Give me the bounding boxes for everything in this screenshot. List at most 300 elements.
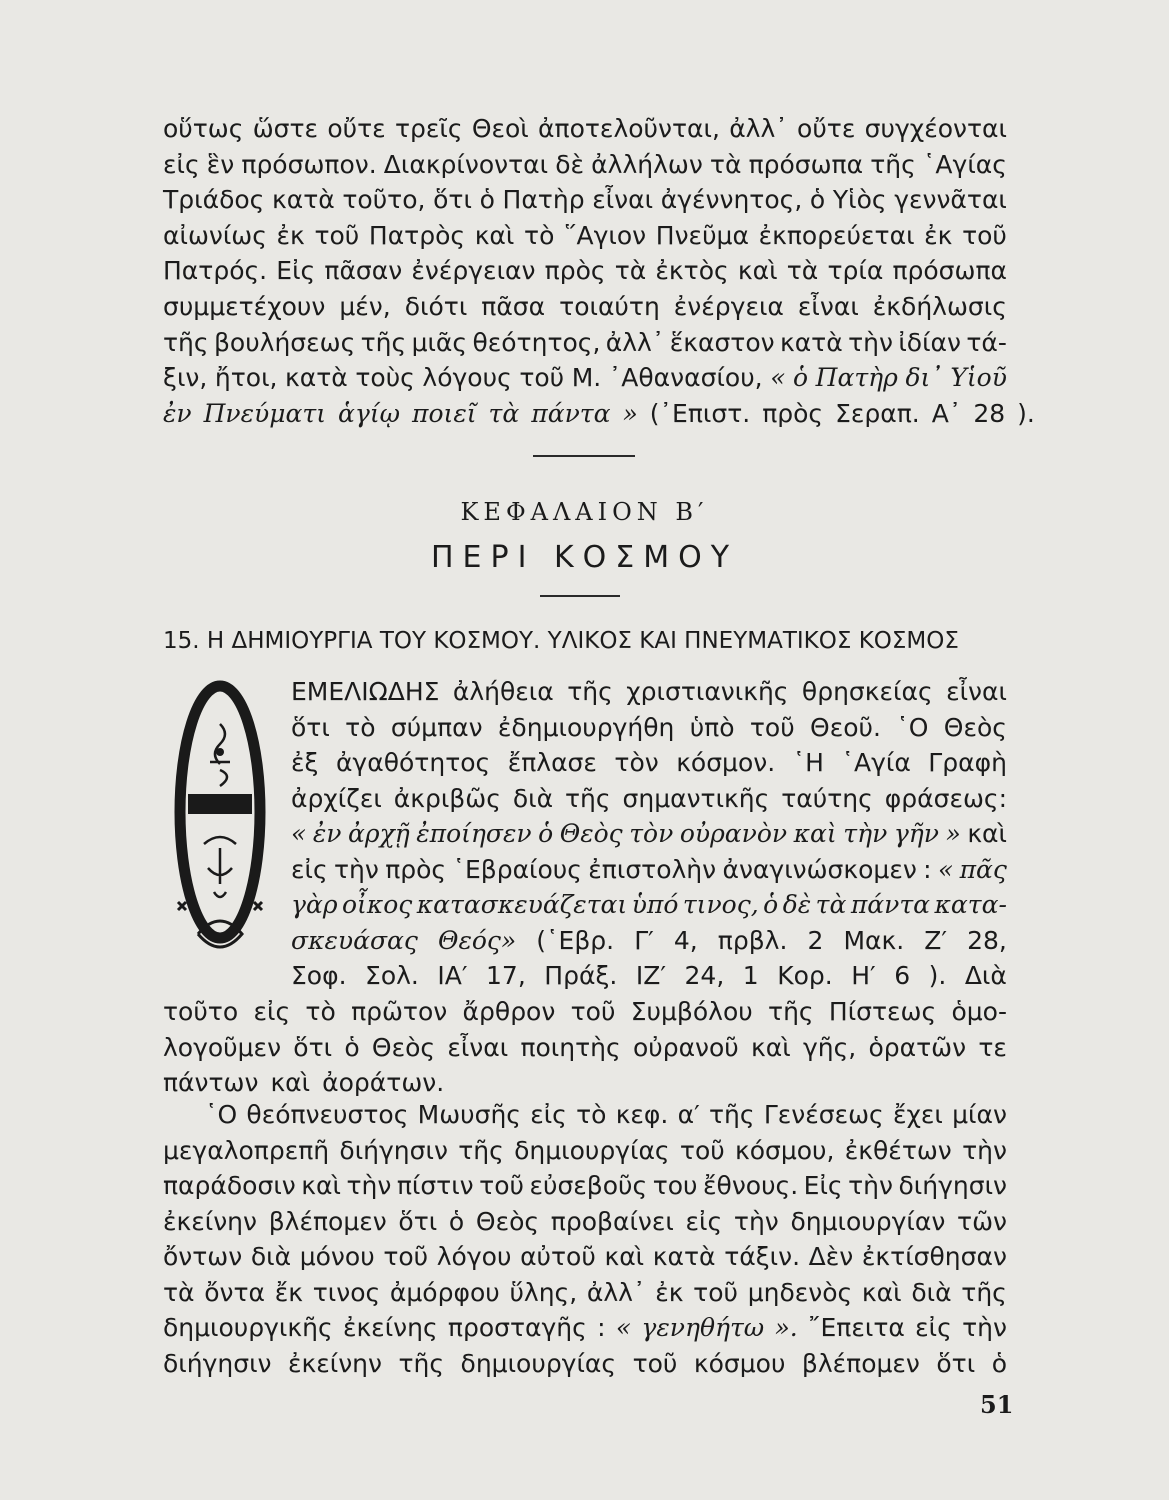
- word: ῎Επειτα: [808, 1313, 905, 1342]
- word: πᾶς: [959, 854, 1007, 884]
- word: ἀναγινώσκομεν: [722, 854, 917, 884]
- word: πρὸς: [544, 256, 606, 286]
- word: θεόπνευστος: [246, 1100, 409, 1129]
- text-line: [163, 219, 1007, 253]
- word: τά-: [966, 327, 1007, 357]
- word: ἐποίησεν: [416, 819, 532, 848]
- word: ὁ: [991, 1348, 1007, 1378]
- word: τοῦ: [749, 712, 795, 742]
- text-line: [291, 746, 1007, 780]
- word: ῾Ο: [205, 1100, 238, 1129]
- word: ἐνέργειαν: [411, 256, 536, 286]
- word: ὑπό: [631, 890, 679, 919]
- text-line: [163, 995, 1007, 1029]
- word: τοῦ: [679, 1135, 725, 1165]
- word: Συμβόλου: [630, 997, 753, 1026]
- word: Θεός»: [437, 925, 517, 955]
- word: συμμετέχουν: [163, 292, 326, 321]
- word: τοῦ: [570, 997, 616, 1026]
- text-line: [291, 888, 1007, 922]
- word: ῾Ο: [896, 712, 929, 742]
- word: τὴν: [848, 327, 893, 357]
- word: τοῦ: [962, 220, 1007, 250]
- word: τρία: [827, 256, 884, 286]
- text-line: [291, 924, 1007, 958]
- word: ὄντων: [163, 1242, 243, 1271]
- word: «: [770, 363, 786, 393]
- word: τῆς: [163, 327, 209, 357]
- word: ἐκδήλωσις: [872, 292, 1007, 321]
- word: ὑπὸ: [689, 712, 735, 742]
- word: Α᾽: [931, 398, 962, 428]
- word: ὁ: [448, 1206, 465, 1236]
- word: ἀοράτων.: [322, 1068, 445, 1097]
- word: δημιουργικῆς: [163, 1313, 333, 1342]
- word: εἰς: [915, 1313, 952, 1342]
- word: δημιουργίαν: [790, 1206, 946, 1236]
- word: ΙΑ′: [437, 961, 468, 990]
- word: Μ.: [571, 363, 602, 393]
- word: ἀλλ᾽: [586, 1277, 646, 1307]
- word: ὅτι: [398, 1206, 438, 1236]
- word: καὶ: [793, 819, 837, 848]
- divider-rule-bottom: [540, 595, 620, 597]
- word: τινος,: [682, 890, 759, 919]
- word: ῞Αγιον: [564, 220, 647, 250]
- word: ΕΜΕΛΙΩΔΗΣ: [291, 677, 440, 706]
- word: τοῦ: [632, 1348, 678, 1378]
- word: τὴν: [848, 1171, 893, 1200]
- word: ἔθνους.: [703, 1171, 799, 1200]
- word: μηδενὸς: [747, 1277, 853, 1307]
- word: ὁ: [344, 1032, 360, 1062]
- word: ξιν,: [163, 363, 208, 393]
- word: Μακ.: [843, 925, 905, 955]
- word: συγχέονται: [864, 114, 1007, 143]
- word: 1: [742, 961, 759, 990]
- word: Ζ′: [924, 925, 948, 955]
- word: τὰ: [488, 398, 520, 428]
- text-line: [163, 1031, 1007, 1065]
- word: διήγησιν: [898, 1171, 1007, 1200]
- text-line: [291, 711, 1007, 745]
- word: μεγαλοπρεπῆ: [163, 1135, 330, 1165]
- word: ἀμόρφου: [389, 1277, 500, 1307]
- word: πρὸς: [762, 398, 824, 428]
- word: ποιητὴς: [520, 1032, 621, 1062]
- word: ἐκτὸς: [655, 256, 729, 286]
- word: κόσμου,: [734, 1135, 835, 1165]
- word: γῆς,: [802, 1032, 857, 1062]
- word: τῆς: [458, 1135, 504, 1165]
- word: ἐνέργεια: [673, 292, 784, 321]
- word: εἰς: [163, 149, 200, 179]
- word: ἀλλήλων: [591, 149, 703, 179]
- text-line: [163, 397, 1035, 431]
- word: ).: [928, 961, 947, 990]
- word: δι᾽: [905, 363, 943, 393]
- word: κατὰ: [285, 363, 348, 393]
- word: 2: [807, 925, 824, 955]
- word: ἀγαθότητος: [335, 748, 491, 777]
- word: λογοῦμεν: [163, 1032, 282, 1062]
- word: Σεραπ.: [835, 398, 920, 428]
- word: ταύτης: [781, 783, 873, 813]
- word: Τριάδος: [163, 185, 265, 215]
- word: του: [652, 1171, 698, 1200]
- word: ὁμο-: [951, 997, 1007, 1026]
- word: τὴν: [843, 819, 888, 848]
- word: πρόσωπον.: [241, 149, 377, 179]
- word: ὁ: [809, 185, 826, 215]
- word: Υἱὸς: [832, 185, 887, 215]
- word: ἀλλ᾽: [729, 114, 788, 143]
- word: (῾Εβρ.: [536, 925, 615, 955]
- word: ἐκείνην: [163, 1206, 257, 1236]
- word: Πράξ.: [544, 961, 618, 990]
- word: ἐπιστολὴν: [588, 854, 717, 884]
- word: ἓν: [206, 149, 235, 179]
- word: ὥστε: [252, 114, 319, 143]
- word: ἐκτίσθησαν: [861, 1242, 1007, 1271]
- word: τῶν: [957, 1206, 1007, 1236]
- word: Κορ.: [777, 961, 833, 990]
- text-line: [291, 959, 1007, 993]
- word: τοῦτο,: [342, 185, 426, 215]
- word: λόγου: [436, 1242, 512, 1271]
- page-number: 51: [980, 1390, 1014, 1419]
- word: βουλήσεως: [213, 327, 356, 357]
- word: Γ′: [634, 925, 654, 955]
- word: εὐσεβοῦς: [529, 1171, 648, 1200]
- word: γὰρ: [291, 890, 338, 919]
- word: δημιουργίας: [514, 1135, 670, 1165]
- word: πρόσωπα: [892, 256, 1007, 286]
- word: ὅτι: [291, 712, 330, 742]
- word: ὁρατῶν: [868, 1032, 967, 1062]
- text-line: [163, 290, 1007, 324]
- word: μέν,: [339, 292, 391, 321]
- word: τὰ: [786, 256, 819, 286]
- word: ὕλης,: [509, 1277, 578, 1307]
- word: τὸν: [629, 819, 674, 848]
- word: ἤτοι,: [214, 363, 278, 393]
- word: κατὰ: [779, 327, 843, 357]
- chapter-label: ΚΕΦΑΛΑΙΟΝ Β′: [460, 498, 709, 526]
- word: ἄρθρον: [462, 997, 556, 1026]
- text-line: [163, 1347, 1007, 1381]
- word: ὅτι: [936, 1348, 976, 1378]
- word: καὶ: [967, 819, 1007, 848]
- word: 28: [973, 398, 1006, 428]
- word: ἀρχίζει: [291, 783, 382, 813]
- word: «: [937, 854, 954, 884]
- text-line: [205, 1098, 1007, 1132]
- word: ὄντα: [204, 1277, 266, 1307]
- word: Υἱοῦ: [950, 363, 1007, 393]
- word: τοῦτο: [163, 997, 239, 1026]
- text-line: [163, 1066, 1007, 1100]
- word: σημαντικῆς: [622, 783, 770, 813]
- word: τῆς: [768, 997, 814, 1026]
- word: ὅτι: [433, 185, 472, 215]
- word: κεφ.: [615, 1100, 669, 1129]
- word: τάξιν.: [724, 1242, 801, 1271]
- word: ἀρχῇ: [347, 819, 410, 848]
- word: πάντα: [850, 890, 931, 919]
- word: α′: [677, 1100, 700, 1129]
- word: εἶναι: [447, 1032, 509, 1062]
- word: ἐν: [163, 398, 192, 428]
- word: Διὰ: [964, 961, 1007, 990]
- word: ἔκ: [274, 1277, 304, 1307]
- word: οὕτως: [163, 114, 244, 143]
- text-line: [163, 1311, 1007, 1345]
- word: Δὲν: [808, 1242, 854, 1271]
- text-line: [163, 148, 1007, 182]
- word: τὴν: [334, 854, 379, 884]
- text-line: [163, 1169, 1007, 1203]
- word: ποιεῖ: [412, 398, 477, 428]
- word: 4,: [673, 925, 698, 955]
- word: φράσεως:: [884, 783, 1007, 813]
- word: ἀποτελοῦνται,: [538, 114, 720, 143]
- word: Θεὸς: [371, 1032, 436, 1062]
- section-heading: 15. Η ΔΗΜΙΟΥΡΓΙΑ ΤΟΥ ΚΟΣΜΟΥ. ΥΛΙΚΟΣ ΚΑΙ ΠΝΕΥΜΑΤΙΚΟΣ ΚΟΣΜΟΣ: [163, 628, 959, 654]
- word: πίστιν: [396, 1171, 474, 1200]
- word: τοῦ: [519, 363, 565, 393]
- word: ἐκ: [655, 1277, 684, 1307]
- word: καὶ: [474, 220, 515, 250]
- word: κατὰ: [271, 185, 335, 215]
- word: τὴν: [962, 1135, 1007, 1165]
- word: ὁ: [538, 819, 554, 848]
- word: ῾Εβραίους: [452, 854, 582, 884]
- word: Εἰς: [803, 1171, 843, 1200]
- word: διὰ: [250, 1242, 292, 1271]
- word: ἐκείνην: [288, 1348, 382, 1378]
- text-line: [291, 675, 1007, 709]
- word: Θεοῦ.: [810, 712, 881, 742]
- text-line: [291, 853, 1007, 887]
- word: Πατρός.: [163, 256, 268, 286]
- word: «: [615, 1313, 632, 1342]
- word: ᾽Αθανασίου,: [608, 363, 763, 393]
- word: »: [945, 819, 961, 848]
- word: Πνεύματι: [203, 398, 327, 428]
- word: Γενέσεως: [763, 1100, 884, 1129]
- word: ἔπλασε: [507, 748, 597, 777]
- word: ἐκείνης: [342, 1313, 438, 1342]
- word: ὁ: [793, 363, 809, 393]
- word: ».: [774, 1313, 798, 1342]
- word: τὸ: [576, 1100, 607, 1129]
- word: εἶναι: [946, 677, 1007, 706]
- word: τοῦ: [479, 1171, 524, 1200]
- word: οὔτε: [797, 114, 856, 143]
- word: διήγησιν: [163, 1348, 272, 1378]
- word: δὲ: [782, 890, 812, 919]
- word: προσταγῆς: [447, 1313, 587, 1342]
- word: εἰς: [291, 854, 328, 884]
- word: τὸ: [345, 712, 376, 742]
- word: καὶ: [861, 1277, 902, 1307]
- word: ἀλήθεια: [452, 677, 554, 706]
- word: γῆν: [893, 819, 939, 848]
- word: τοῦ: [314, 220, 360, 250]
- word: τοὺς: [355, 363, 415, 393]
- word: τινος: [312, 1277, 381, 1307]
- word: ἐκ: [276, 220, 305, 250]
- word: ἐκπορεύεται: [758, 220, 915, 250]
- text-line: [163, 1276, 1007, 1310]
- word: ὁ: [479, 185, 495, 215]
- word: Πίστεως: [828, 997, 937, 1026]
- word: κατα-: [934, 890, 1007, 919]
- word: «: [291, 819, 307, 848]
- text-line: [163, 1134, 1007, 1168]
- word: Πατὴρ: [502, 185, 585, 215]
- word: προβαίνει: [550, 1206, 674, 1236]
- text-line: [291, 817, 1007, 851]
- word: :: [597, 1313, 606, 1342]
- text-line: [163, 1205, 1007, 1239]
- word: Εἰς: [276, 256, 316, 286]
- word: αὐτοῦ: [520, 1242, 596, 1271]
- word: τὸ: [305, 997, 336, 1026]
- word: τὴν: [962, 1313, 1007, 1342]
- word: βλέπομεν: [801, 1348, 920, 1378]
- text-line: [163, 326, 1007, 360]
- word: Θεοὶ: [471, 114, 529, 143]
- word: τὰ: [163, 1277, 195, 1307]
- word: διήγησιν: [339, 1135, 448, 1165]
- text-line: [291, 782, 1007, 816]
- word: πάντων: [163, 1068, 259, 1097]
- word: ῾Η: [792, 748, 824, 777]
- word: Σοφ.: [291, 961, 347, 990]
- word: Διακρίνονται: [383, 149, 549, 179]
- word: Η′: [851, 961, 876, 990]
- word: διὰ: [911, 1277, 952, 1307]
- word: ἐξ: [291, 748, 319, 777]
- divider-rule-top: [533, 455, 635, 457]
- word: ἀλλ᾽: [605, 327, 665, 357]
- word: Θεὸς: [559, 819, 623, 848]
- word: τὸν: [614, 748, 659, 777]
- word: τῆς: [870, 149, 916, 179]
- word: τοῦ: [383, 1242, 429, 1271]
- word: πάντα: [531, 398, 611, 428]
- word: ἰδίαν: [898, 327, 961, 357]
- word: καὶ: [737, 256, 778, 286]
- word: τῆς: [709, 1100, 755, 1129]
- word: σκευάσας: [291, 925, 418, 955]
- word: ἐν: [312, 819, 342, 848]
- word: ἔχει: [892, 1100, 943, 1129]
- word: οὐρανὸν: [679, 819, 788, 848]
- word: 17,: [486, 961, 526, 990]
- word: κατὰ: [652, 1242, 716, 1271]
- word: εἰς: [530, 1100, 567, 1129]
- word: γεννᾶται: [894, 185, 1007, 215]
- word: εἶναι: [797, 292, 859, 321]
- word: ῾Αγίας: [922, 149, 1007, 179]
- text-line: [163, 1240, 1007, 1274]
- word: τοιαύτη: [559, 292, 660, 321]
- word: πρῶτον: [351, 997, 448, 1026]
- word: εἶναι: [592, 185, 654, 215]
- word: Γραφὴ: [928, 748, 1007, 777]
- word: διότι: [404, 292, 468, 321]
- word: τῆς: [567, 677, 613, 706]
- word: θεότητος,: [472, 327, 601, 357]
- word: ἐδημιουργήθη: [497, 712, 675, 742]
- word: πρβλ.: [717, 925, 788, 955]
- word: ).: [1017, 398, 1035, 428]
- word: εἰς: [685, 1206, 723, 1236]
- word: ῾Αγία: [841, 748, 911, 777]
- word: πρὸς: [385, 854, 447, 884]
- word: λόγους: [422, 363, 512, 393]
- word: πρόσωπα: [748, 149, 864, 179]
- word: κόσμον.: [676, 748, 776, 777]
- word: δὲ: [555, 149, 585, 179]
- word: τῆς: [961, 1277, 1007, 1307]
- word: τὰ: [614, 256, 647, 286]
- text-line: [163, 183, 1007, 217]
- word: ἀγέννητος,: [660, 185, 803, 215]
- word: 28,: [967, 925, 1007, 955]
- word: Σολ.: [365, 961, 419, 990]
- word: μιᾶς: [411, 327, 468, 357]
- word: παράδοσιν: [163, 1171, 296, 1200]
- word: »: [622, 398, 638, 428]
- word: μόνου: [299, 1242, 375, 1271]
- word: δημιουργίας: [460, 1348, 617, 1378]
- word: γενηθήτω: [641, 1313, 765, 1342]
- word: καὶ: [604, 1242, 645, 1271]
- word: ὅτι: [293, 1032, 333, 1062]
- word: :: [923, 854, 932, 884]
- word: Πατὴρ: [815, 363, 898, 393]
- word: τὴν: [733, 1206, 779, 1236]
- word: θρησκείας: [801, 677, 933, 706]
- word: τε: [978, 1032, 1007, 1062]
- word: ὁ: [763, 890, 779, 919]
- word: Θεὸς: [475, 1206, 540, 1236]
- word: ἁγίῳ: [338, 398, 401, 428]
- word: βλέπομεν: [268, 1206, 387, 1236]
- word: καὶ: [751, 1032, 791, 1062]
- word: 6: [894, 961, 911, 990]
- word: καὶ: [270, 1068, 311, 1097]
- word: κόσμου: [693, 1348, 786, 1378]
- word: μίαν: [952, 1100, 1007, 1129]
- word: Μωυσῆς: [417, 1100, 521, 1129]
- word: πᾶσαν: [324, 256, 403, 286]
- word: τῆς: [564, 783, 611, 813]
- word: οὔτε: [327, 114, 386, 143]
- word: 24,: [684, 961, 725, 990]
- word: τῆς: [398, 1348, 445, 1378]
- text-line: [163, 361, 1007, 395]
- word: (᾽Επιστ.: [649, 398, 751, 428]
- word: ΙΖ′: [635, 961, 667, 990]
- drop-cap-ornament: [168, 672, 278, 972]
- word: αἰωνίως: [163, 220, 267, 250]
- text-line: [163, 254, 1007, 288]
